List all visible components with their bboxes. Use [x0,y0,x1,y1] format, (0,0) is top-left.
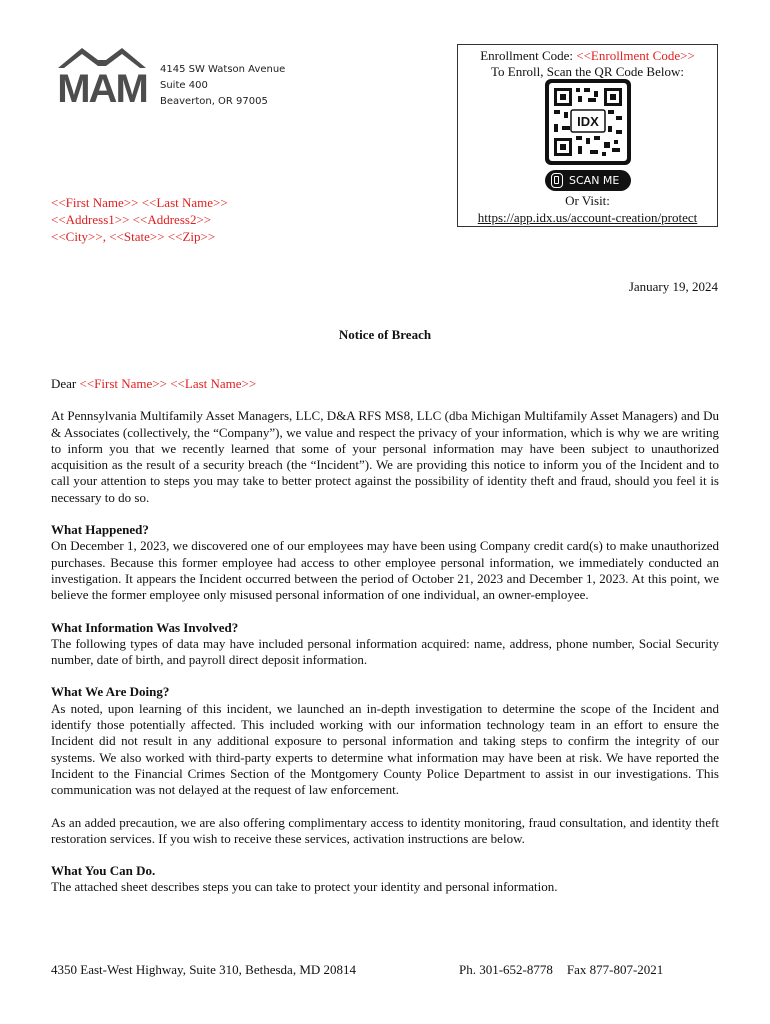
section-heading: What We Are Doing? [51,684,170,700]
salutation [51,376,719,392]
company-address [160,62,285,110]
footer-contact [459,962,677,978]
salutation-name: <<First Name>> <<Last Name>> [79,376,257,391]
section-heading: What Information Was Involved? [51,619,239,635]
scan-instruction: To Enroll, Scan the QR Code Below: [491,64,684,79]
section-heading: What You Can Do. [51,863,156,879]
footer-address: 4350 East-West Highway, Suite 310, Bethesda, MD 20814 [51,962,357,977]
enrollment-code-label: Enrollment Code: [480,48,577,63]
phone-icon [551,173,563,188]
qr-code-icon[interactable] [545,79,631,165]
letter-body [51,376,719,896]
section-text: As noted, upon learning of this incident, we launched an in-depth investigation to determine the scope of the Incident and identify those potentially affected. This included working with our information technology team in an effort to ensure the Incident did not result in any additional exposure to personal information and taking steps to confirm the integrity of our systems. We also worked with third-party experts to determine what information may have been at risk. We have reported the Incident to the Financial Crimes Section of the Montgomery County Police Department to assist in our investigations. This communication was not delayed at the request of law enforcement. [51,700,719,798]
address-line: 4145 SW Watson Avenue [160,64,286,75]
section-text: The following types of data may have included personal information acquired: name, address, phone number, Social Security number, date of birth, and payroll direct deposit information. [51,635,719,668]
qr-center-text: IDX [577,114,599,129]
recipient-line: <<Address1>> <<Address2>> [51,212,212,227]
enrollment-code-value: <<Enrollment Code>> [576,48,695,63]
letter-date: January 19, 2024 [628,279,718,294]
section-heading: What Happened? [51,522,149,538]
recipient-line: <<First Name>> <<Last Name>> [51,195,228,210]
enrollment-code-line [458,48,717,64]
footer-fax: Fax 877-807-2021 [566,962,664,977]
scan-me-button[interactable] [545,170,631,191]
salutation-prefix: Dear [51,376,80,391]
section-text: On December 1, 2023, we discovered one of our employees may have been using Company credit card(s) to make unauthorized purchases. Because this former employee had access to other employee personal information, we immediately conducted an investigation. It appears the Incident occurred between the period of October 21, 2023 and December 1, 2023. At this point, we believe the former employee only misused personal information of one individual, an owner-employee. [51,538,719,603]
intro-paragraph: At Pennsylvania Multifamily Asset Managers, LLC, D&A RFS MS8, LLC (dba Michigan Multifamily Asset Managers) and Du & Associates (collectively, the “Company”), we value and respect the privacy of your information, which is why we are writing to inform you that we recently learned that some of your personal information may have been subject to unauthorized acquisition as the result of a security breach (the “Incident”). We are providing this notice to inform you of the Incident and to call your attention to steps you may take to better protect against the possibility of identity theft and fraud, should you feel it is necessary to do so. [51,408,719,505]
address-line: Beaverton, OR 97005 [160,96,268,107]
section-text: The attached sheet describes steps you can take to protect your identity and personal information. [51,879,558,895]
recipient-line: <<City>>, <<State>> <<Zip>> [51,229,216,244]
section-text: As an added precaution, we are also offering complimentary access to identity monitoring, fraud consultation, and identity theft restoration services. If you wish to receive these services, activation instructions are below. [51,814,719,846]
enrollment-url-link[interactable]: https://app.idx.us/account-creation/protect [477,210,698,225]
recipient-address [51,194,228,245]
address-line: Suite 400 [160,80,208,91]
letter-title: Notice of Breach [338,327,432,342]
svg-text:MAM: MAM [57,67,147,104]
scan-me-label: SCAN ME [569,174,620,187]
footer-phone: Ph. 301-652-8778 [459,962,553,977]
mam-logo [52,46,152,104]
enrollment-box [457,44,718,227]
or-visit-label: Or Visit: [565,193,610,208]
